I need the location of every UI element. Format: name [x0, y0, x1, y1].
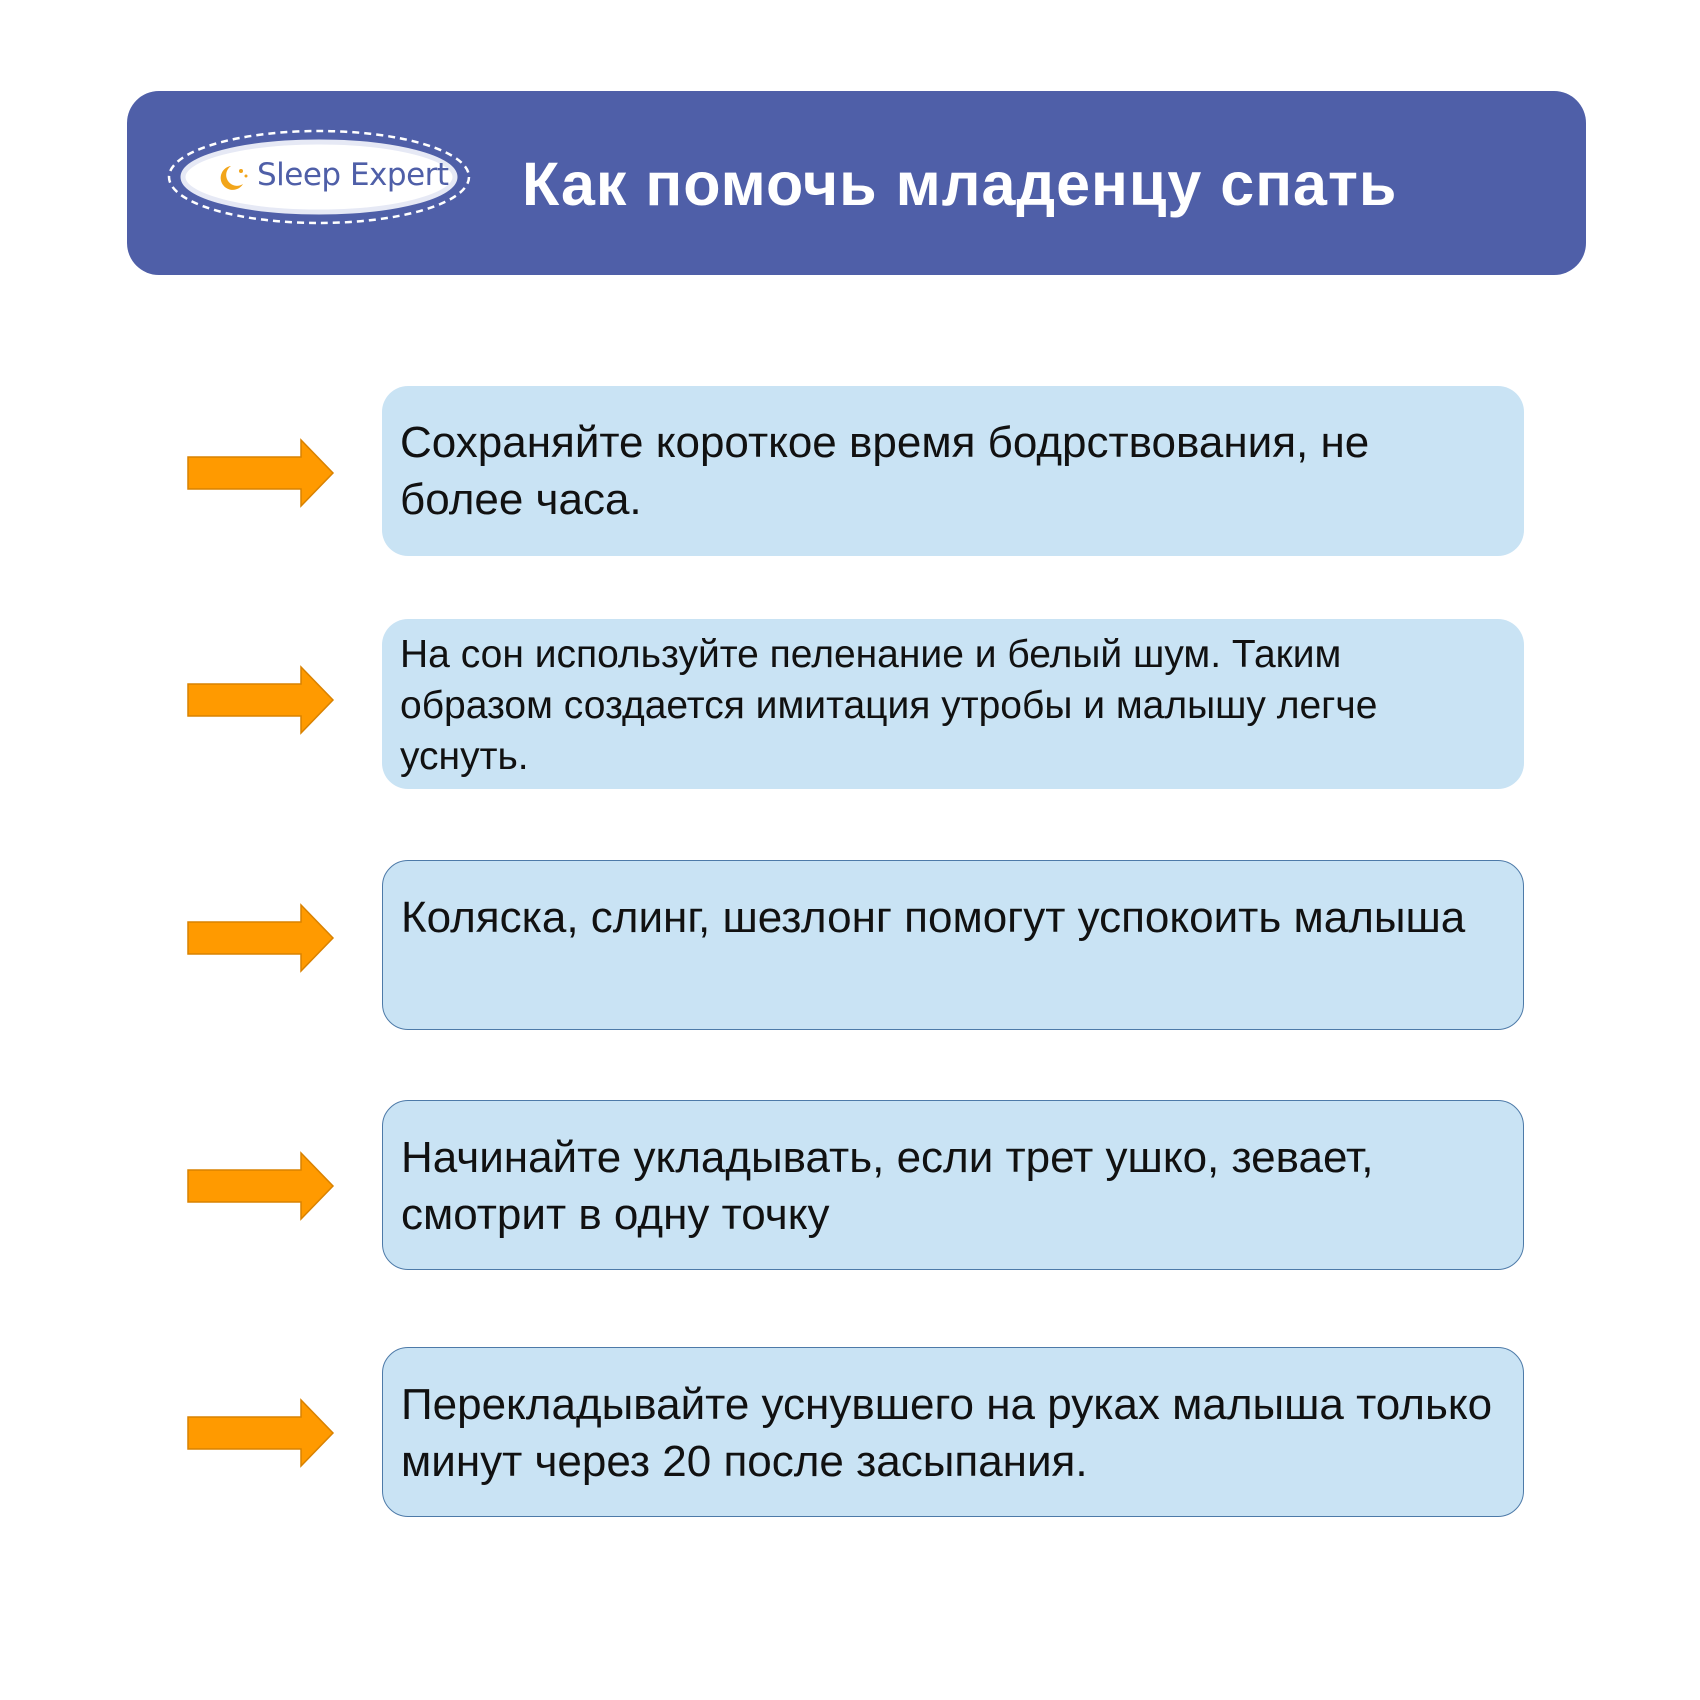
logo-text: Sleep Expert [257, 157, 449, 193]
tip-text-1: Сохраняйте короткое время бодрствования, не более часа. [400, 418, 1370, 524]
tip-text-5: Перекладывайте уснувшего на руках малыша только минут через 20 после засыпания. [401, 1380, 1493, 1486]
tip-box-5 [382, 1347, 1524, 1517]
arrow-icon [187, 665, 335, 735]
tip-box-4 [382, 1100, 1524, 1270]
tip-box-1 [382, 386, 1524, 556]
logo [165, 127, 473, 227]
tip-text-2: На сон используйте пеленание и белый шум. Таким образом создается имитация утробы и малышу легче уснуть. [400, 633, 1378, 778]
page-title: Как помочь младенцу спать [522, 150, 1398, 218]
tip-text-3: Коляска, слинг, шезлонг помогут успокоить малыша [401, 893, 1466, 942]
arrow-icon [187, 438, 335, 508]
moon-icon [217, 163, 251, 193]
tip-box-2 [382, 619, 1524, 789]
arrow-icon [187, 903, 335, 973]
arrow-icon [187, 1151, 335, 1221]
arrow-icon [187, 1398, 335, 1468]
header-banner [127, 91, 1586, 275]
tip-box-3 [382, 860, 1524, 1030]
tip-text-4: Начинайте укладывать, если трет ушко, зевает, смотрит в одну точку [401, 1133, 1374, 1239]
